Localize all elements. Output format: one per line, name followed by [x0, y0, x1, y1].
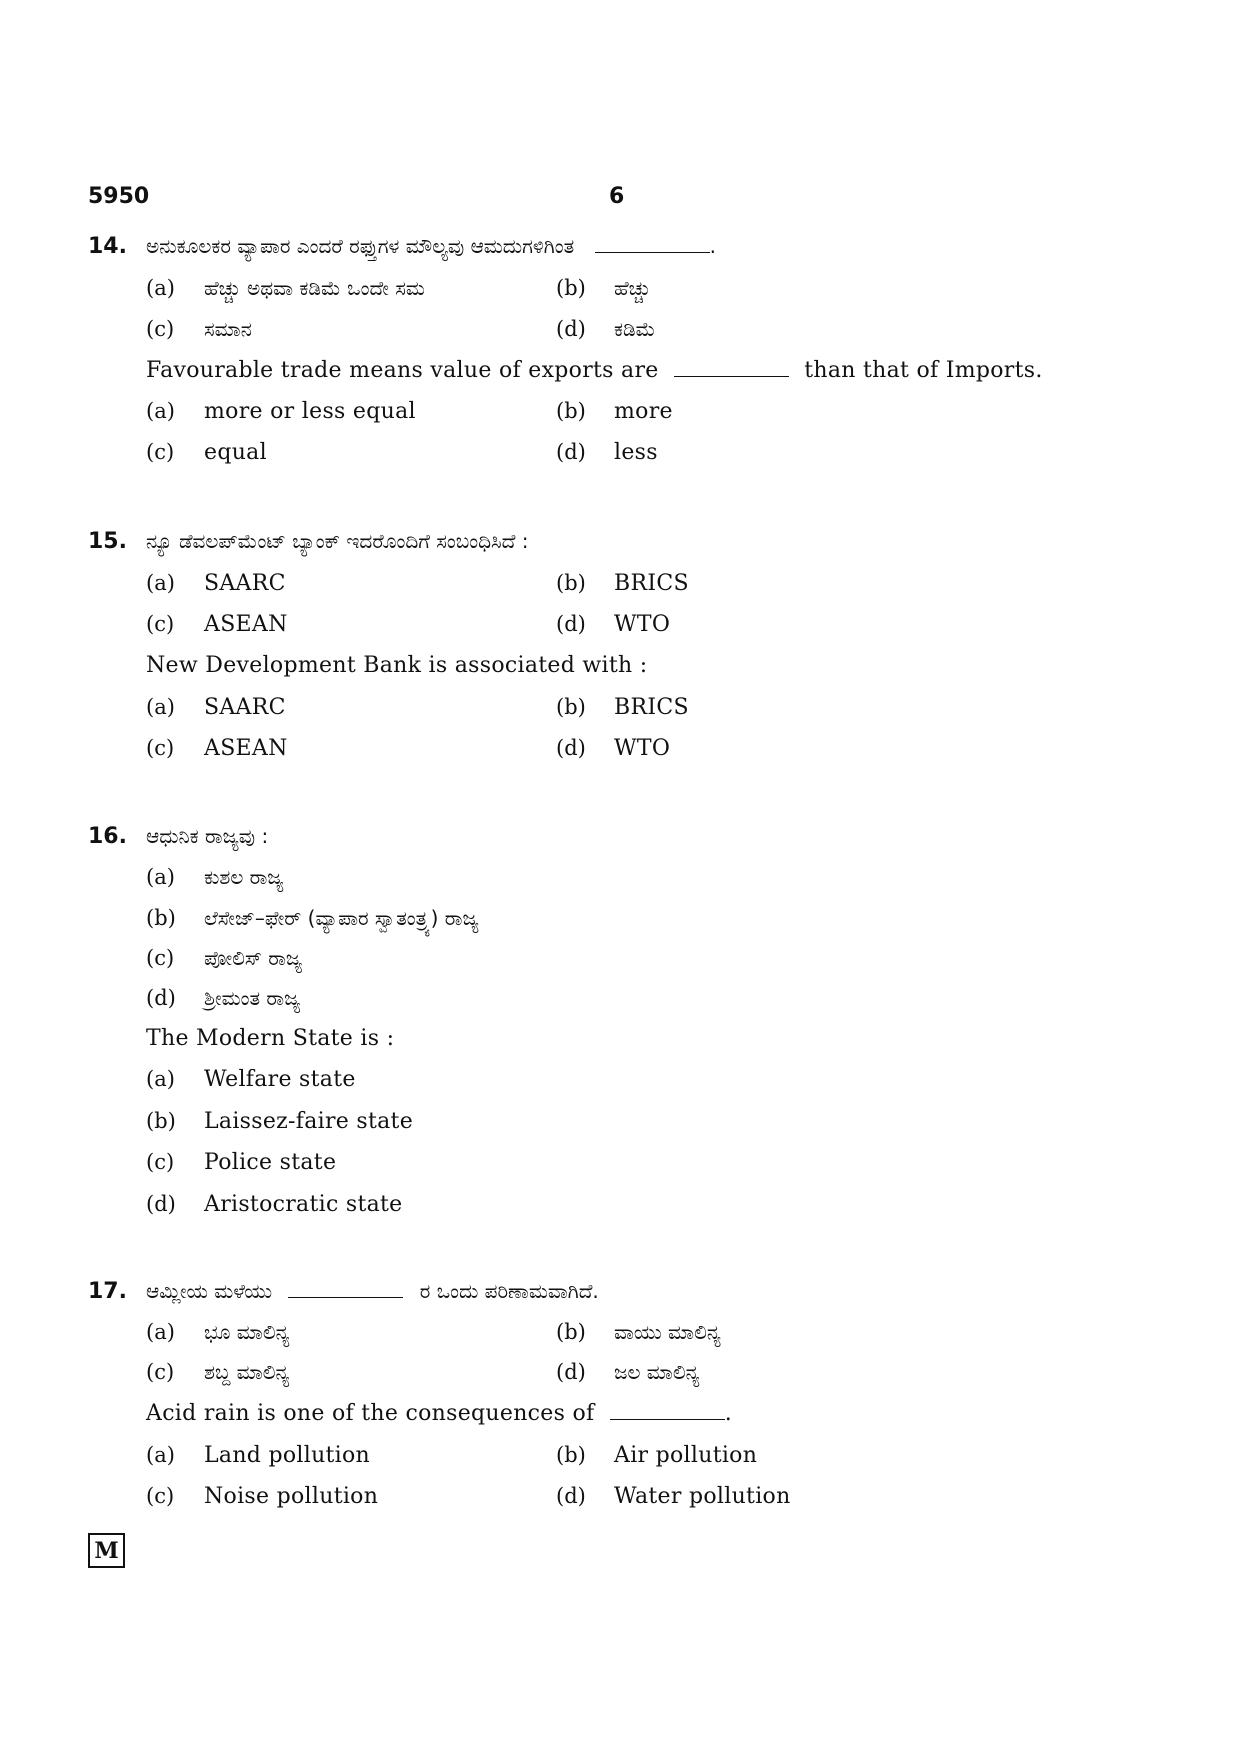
- option-label: (d): [556, 736, 586, 760]
- paper-code: 5950: [88, 184, 150, 209]
- question-text-kannada: ನ್ಯೂ ಡೆವಲಪ್‌ಮೆಂಟ್ ಬ್ಯಾಂಕ್ ಇದರೊಂದಿಗೆ ಸಂಬಂಧಿಸಿದೆ :: [146, 529, 529, 553]
- option-label: (d): [556, 1360, 586, 1384]
- question-text-part: ಆಮ್ಲೀಯ ಮಳೆಯು: [146, 1279, 273, 1303]
- option-label: (d): [146, 986, 176, 1010]
- option-text: ಪೋಲಿಸ್ ರಾಜ್ಯ: [204, 946, 303, 970]
- option-label: (a): [146, 1067, 175, 1091]
- option-text: ಶಬ್ದ ಮಾಲಿನ್ಯ: [204, 1360, 290, 1384]
- option-label: (b): [556, 1320, 586, 1344]
- option-label: (b): [556, 399, 586, 423]
- option-label: (b): [146, 906, 176, 930]
- option-text: equal: [204, 440, 267, 465]
- question-text-part: ಅನುಕೂಲಕರ ವ್ಯಾಪಾರ ಎಂದರೆ ರಫ್ತುಗಳ ಮೌಲ್ಯವು ಆಮದುಗಳಿಗಿಂತ: [146, 234, 575, 258]
- option-text: ಲೆಸೇಜ್–ಫೇರ್ (ವ್ಯಾಪಾರ ಸ್ವಾತಂತ್ರ್ಯ) ರಾಜ್ಯ: [204, 906, 479, 930]
- option-label: (d): [146, 1192, 176, 1216]
- option-text: Noise pollution: [204, 1484, 379, 1509]
- question-number: 17.: [88, 1279, 127, 1304]
- question-text-english: [146, 1403, 732, 1425]
- option-text: ಶ್ರೀಮಂತ ರಾಜ್ಯ: [204, 986, 301, 1010]
- answer-blank: [610, 1403, 725, 1420]
- question-text-part: Acid rain is one of the consequences of: [146, 1401, 595, 1426]
- option-text: ಹೆಚ್ಚು: [614, 276, 651, 300]
- option-label: (c): [146, 946, 175, 970]
- question-text-kannada: [146, 1281, 599, 1301]
- option-text: Welfare state: [204, 1067, 356, 1092]
- question-text-english: New Development Bank is associated with :: [146, 653, 648, 678]
- option-text: BRICS: [614, 571, 689, 596]
- question-number: 16.: [88, 824, 127, 849]
- question-text-part: than that of Imports.: [804, 358, 1043, 383]
- option-text: Water pollution: [614, 1484, 791, 1509]
- option-label: (b): [556, 1443, 586, 1467]
- option-label: (d): [556, 1484, 586, 1508]
- option-label: (a): [146, 399, 175, 423]
- option-label: (b): [556, 695, 586, 719]
- option-label: (c): [146, 1484, 175, 1508]
- option-label: (a): [146, 695, 175, 719]
- question-text-part: .: [709, 234, 716, 258]
- option-text: SAARC: [204, 571, 286, 596]
- option-label: (a): [146, 865, 175, 889]
- question-text-part: .: [724, 1401, 733, 1426]
- option-label: (a): [146, 1443, 175, 1467]
- option-text: Laissez-faire state: [204, 1109, 414, 1134]
- medium-mark-box: M: [88, 1533, 125, 1568]
- option-label: (c): [146, 1150, 175, 1174]
- option-text: ಭೂ ಮಾಲಿನ್ಯ: [204, 1320, 290, 1344]
- question-text-kannada: [146, 236, 716, 256]
- question-text-english: The Modern State is :: [146, 1026, 395, 1051]
- option-text: ಕುಶಲ ರಾಜ್ಯ: [204, 865, 284, 889]
- question-text-part: Favourable trade means value of exports are: [146, 358, 659, 383]
- question-text-english: [146, 360, 1043, 382]
- option-text: WTO: [614, 736, 671, 761]
- answer-blank: [288, 1281, 403, 1298]
- option-text: ಕಡಿಮೆ: [614, 317, 656, 341]
- option-text: less: [614, 440, 658, 465]
- question-text-kannada: ಆಧುನಿಕ ರಾಜ್ಯವು :: [146, 824, 269, 848]
- option-text: Police state: [204, 1150, 337, 1175]
- option-text: ಹೆಚ್ಚು ಅಥವಾ ಕಡಿಮೆ ಒಂದೇ ಸಮ: [204, 276, 425, 300]
- option-label: (c): [146, 317, 175, 341]
- option-label: (d): [556, 612, 586, 636]
- option-label: (d): [556, 317, 586, 341]
- option-label: (b): [556, 276, 586, 300]
- option-label: (b): [556, 571, 586, 595]
- option-text: Land pollution: [204, 1443, 371, 1468]
- answer-blank: [674, 360, 789, 377]
- option-text: ಸಮಾನ: [204, 317, 252, 341]
- option-text: more: [614, 399, 673, 424]
- option-text: ಜಲ ಮಾಲಿನ್ಯ: [614, 1360, 700, 1384]
- option-text: WTO: [614, 612, 671, 637]
- option-label: (a): [146, 571, 175, 595]
- option-label: (c): [146, 1360, 175, 1384]
- option-text: ASEAN: [204, 736, 288, 761]
- option-text: more or less equal: [204, 399, 416, 424]
- option-text: BRICS: [614, 695, 689, 720]
- option-label: (c): [146, 440, 175, 464]
- answer-blank: [595, 236, 710, 253]
- option-label: (c): [146, 736, 175, 760]
- option-label: (b): [146, 1109, 176, 1133]
- option-label: (a): [146, 1320, 175, 1344]
- question-number: 15.: [88, 529, 127, 554]
- option-label: (c): [146, 612, 175, 636]
- option-text: ವಾಯು ಮಾಲಿನ್ಯ: [614, 1320, 721, 1344]
- option-text: Air pollution: [614, 1443, 758, 1468]
- option-text: SAARC: [204, 695, 286, 720]
- option-text: Aristocratic state: [204, 1192, 403, 1217]
- question-number: 14.: [88, 234, 127, 259]
- option-text: ASEAN: [204, 612, 288, 637]
- question-text-part: ರ ಒಂದು ಪರಿಣಾಮವಾಗಿದೆ.: [419, 1279, 599, 1303]
- option-label: (a): [146, 276, 175, 300]
- page-number: 6: [609, 184, 625, 209]
- option-label: (d): [556, 440, 586, 464]
